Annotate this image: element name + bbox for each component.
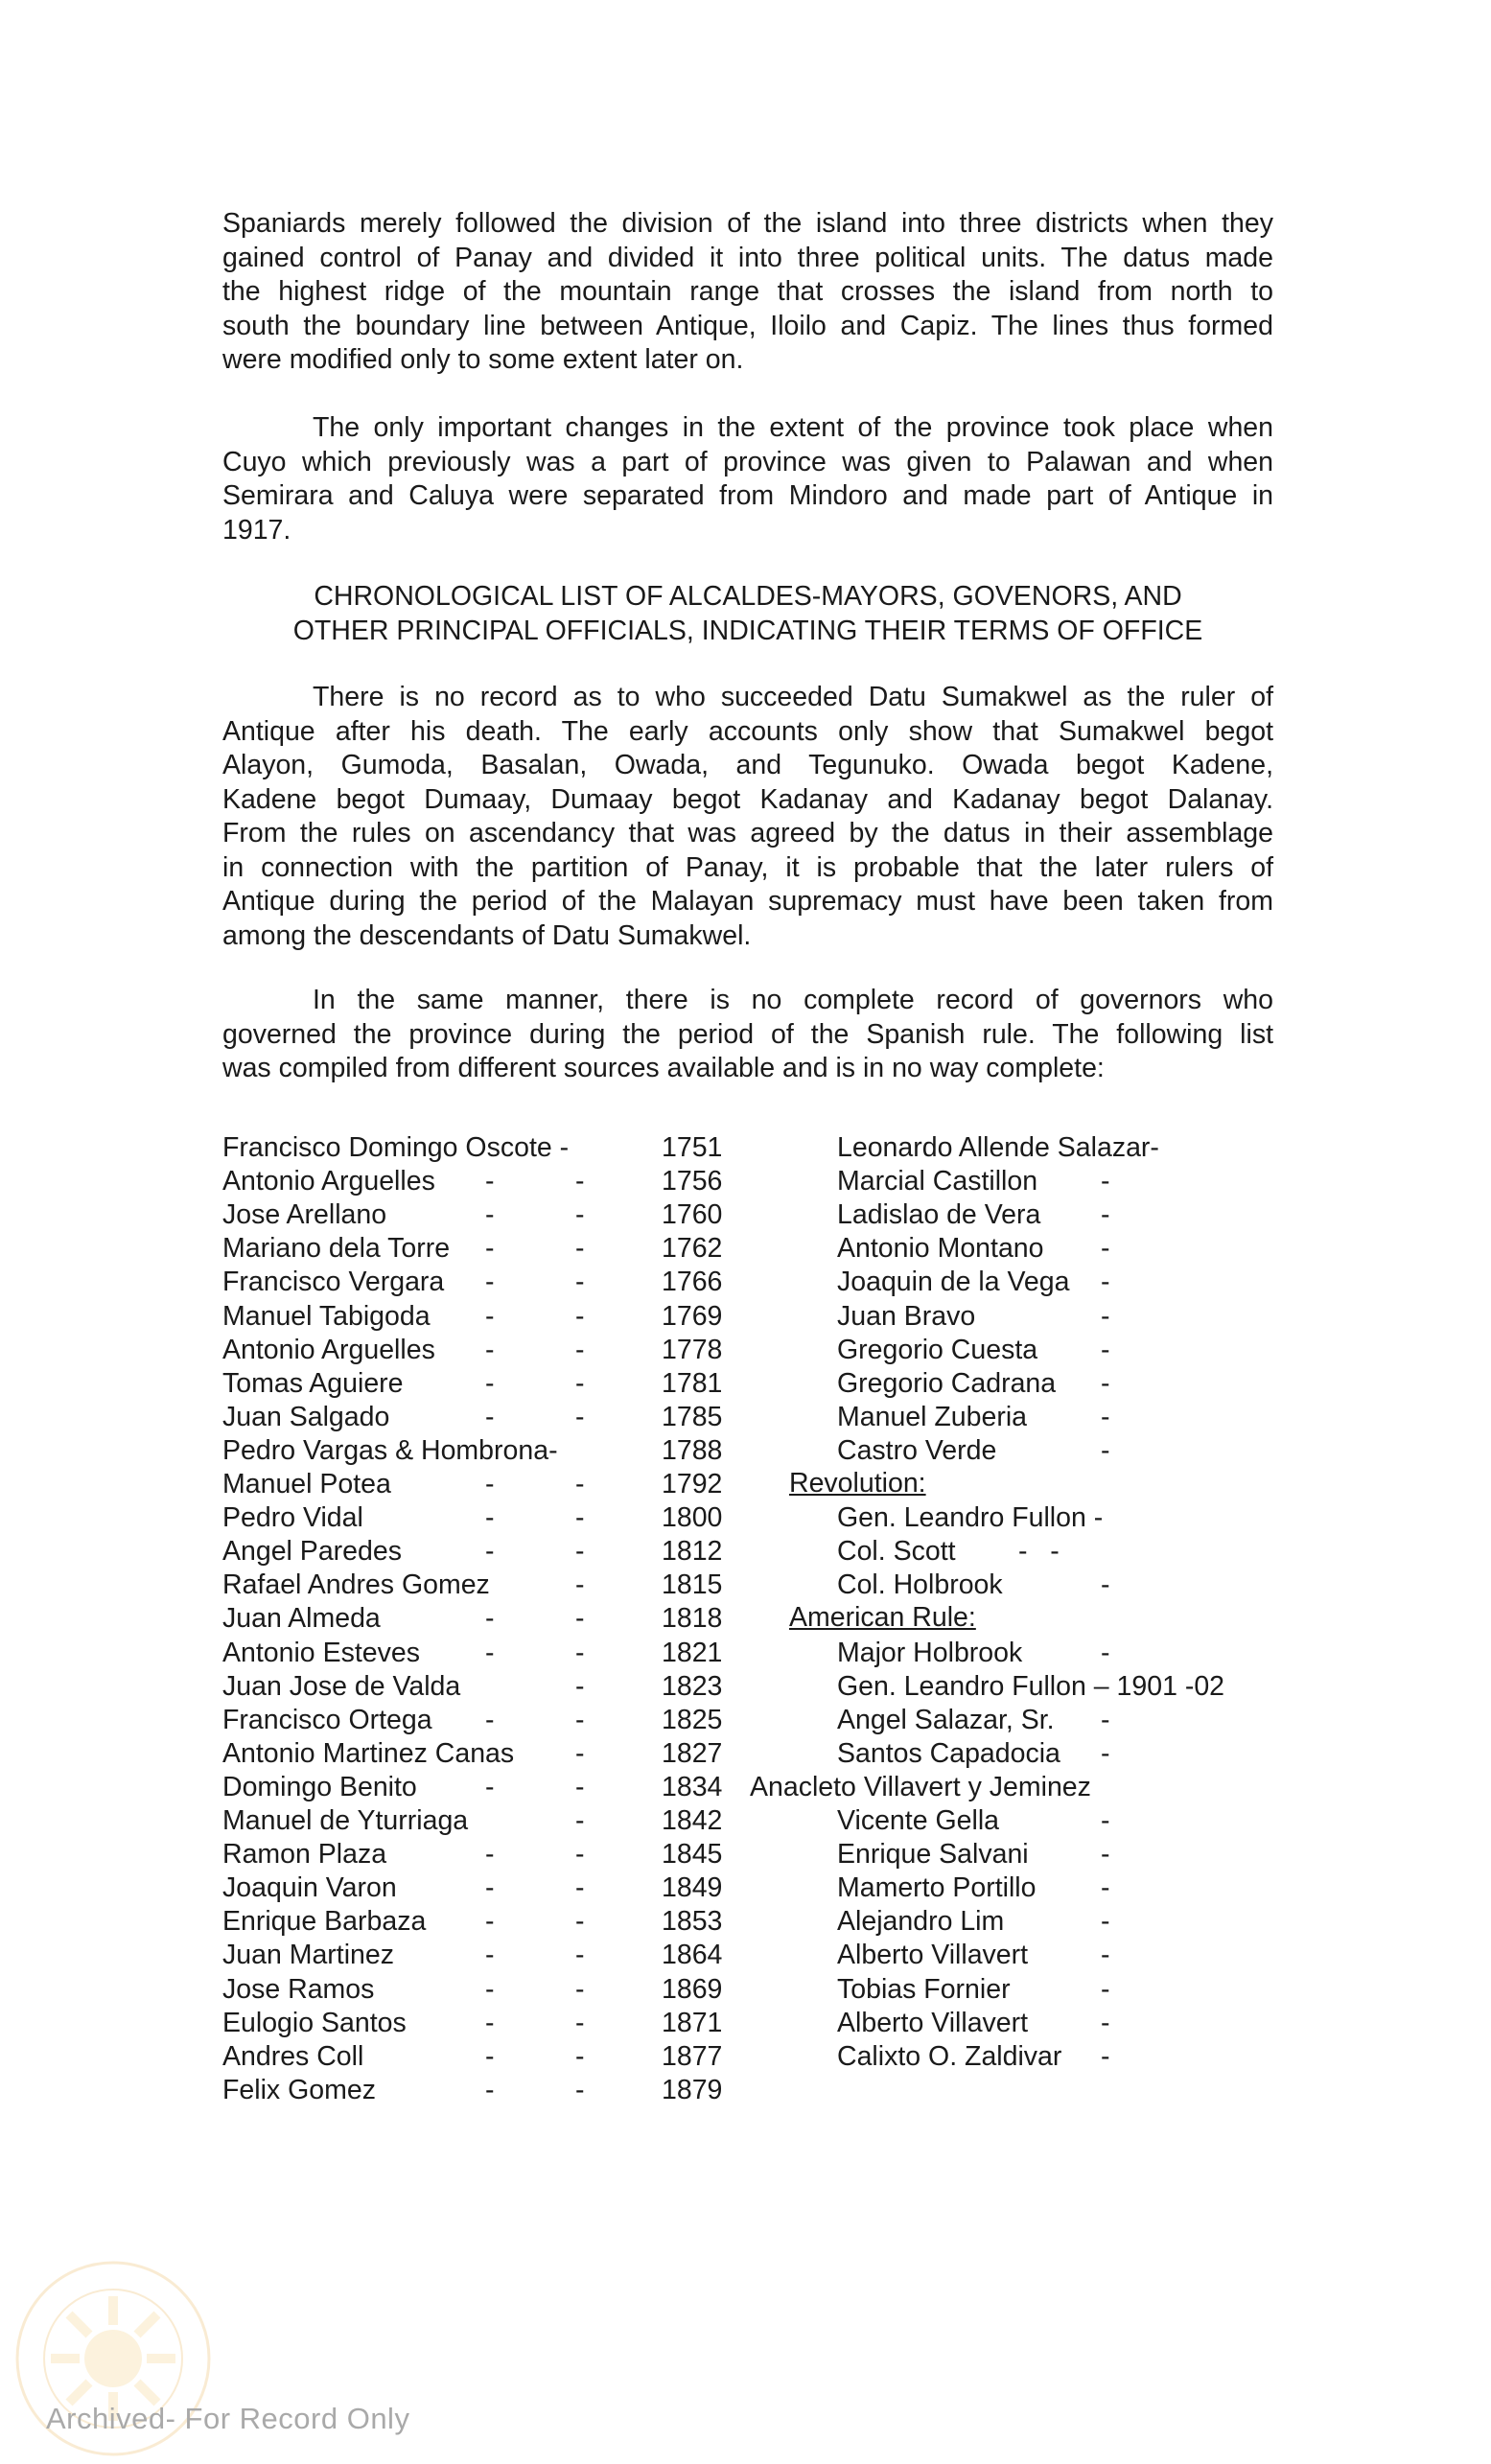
- dash: -: [1101, 1434, 1110, 1466]
- dash: -: [1101, 1973, 1110, 2005]
- dash: -: [485, 1872, 495, 1904]
- dash: -: [485, 2007, 495, 2038]
- term-year: 1818: [662, 1603, 723, 1635]
- term-year: 1778: [662, 1334, 723, 1365]
- dash: -: [575, 1233, 585, 1265]
- dash: -: [485, 1906, 495, 1938]
- official-name: Juan Salgado: [222, 1401, 390, 1432]
- dash: -: [1101, 1704, 1110, 1735]
- era-section-label: Revolution:: [789, 1468, 926, 1499]
- dash: -: [485, 1367, 495, 1399]
- dash: -: [575, 1300, 585, 1332]
- official-name: Francisco Vergara: [222, 1267, 445, 1298]
- dash: -: [1101, 1300, 1110, 1332]
- text-line: In the same manner, there is no complete record of governors who: [313, 985, 1273, 1015]
- official-name: Gen. Leandro Fullon -: [837, 1502, 1104, 1534]
- term-year: 1815: [662, 1569, 723, 1601]
- term-year: 1769: [662, 1300, 723, 1332]
- official-name: Antonio Arguelles: [222, 1166, 435, 1197]
- official-name: Juan Bravo: [837, 1300, 976, 1332]
- dash: -: [485, 1502, 495, 1534]
- text-line: the highest ridge of the mountain range that crosses the island from north to: [222, 276, 1273, 307]
- text-line: The only important changes in the extent of the province took place when: [313, 412, 1273, 443]
- term-year: 1762: [662, 1233, 723, 1265]
- text-line: gained control of Panay and divided it into three political units. The datus made: [222, 242, 1273, 273]
- official-name: Vicente Gella: [837, 1805, 999, 1836]
- official-name: Mariano dela Torre: [222, 1233, 451, 1265]
- dash: -: [575, 1973, 585, 2005]
- term-year: 1877: [662, 2040, 723, 2072]
- dash: -: [575, 1906, 585, 1938]
- term-year: 1827: [662, 1737, 723, 1769]
- text-line: were modified only to some extent later on.: [222, 344, 744, 375]
- dash: -: [1101, 1805, 1110, 1836]
- dash: -: [1101, 1166, 1110, 1197]
- dash: -: [1101, 1267, 1110, 1298]
- official-name: Alberto Villavert: [837, 1940, 1029, 1971]
- official-name: Angel Salazar, Sr.: [837, 1704, 1055, 1735]
- heading-line: OTHER PRINCIPAL OFFICIALS, INDICATING THEIR TERMS OF OFFICE: [292, 615, 1203, 646]
- term-year: 1871: [662, 2007, 723, 2038]
- official-name: Castro Verde: [837, 1434, 997, 1466]
- dash: -: [575, 1502, 585, 1534]
- dash: -: [485, 1704, 495, 1735]
- dash: -: [485, 1940, 495, 1971]
- dash: -: [1101, 1334, 1110, 1365]
- dash: -: [575, 1469, 585, 1499]
- dash: -: [575, 1267, 585, 1298]
- term-year: 1812: [662, 1536, 723, 1568]
- dash: -: [1101, 1839, 1110, 1871]
- text-line: in connection with the partition of Panay, it is probable that the later rulers of: [222, 851, 1273, 883]
- dash: -: [575, 1805, 585, 1836]
- dash: -: [1101, 1737, 1110, 1769]
- text-line: governed the province during the period of the Spanish rule. The following list: [222, 1018, 1273, 1050]
- dash: -: [1101, 2040, 1110, 2072]
- dash: -: [575, 1367, 585, 1399]
- term-year: 1842: [662, 1805, 723, 1836]
- official-name: Pedro Vargas & Hombrona-: [222, 1434, 558, 1466]
- dash: -: [485, 1199, 495, 1231]
- official-name: Antonio Esteves: [222, 1637, 420, 1668]
- text-line: There is no record as to who succeeded Datu Sumakwel as the ruler of: [313, 682, 1273, 712]
- dash: -: [575, 2040, 585, 2072]
- dash: -: [485, 1334, 495, 1365]
- official-name: Anacleto Villavert y Jeminez: [750, 1771, 1091, 1802]
- dash: -: [485, 1300, 495, 1332]
- dash: -: [485, 1973, 495, 2005]
- dash: -: [1101, 1637, 1110, 1668]
- text-line: was compiled from different sources available and is in no way complete:: [222, 1053, 1105, 1083]
- text-line: Cuyo which previously was a part of province was given to Palawan and when: [222, 446, 1273, 477]
- dash: -: [1101, 1233, 1110, 1265]
- dash: -: [575, 1670, 585, 1702]
- section-heading: [222, 580, 1273, 648]
- dash: -: [575, 1737, 585, 1769]
- official-name: Marcial Castillon: [837, 1166, 1038, 1197]
- dash: -: [485, 2074, 495, 2105]
- official-name: Antonio Martinez Canas: [222, 1737, 515, 1769]
- text-line: Spaniards merely followed the division of the island into three districts when they: [222, 208, 1273, 239]
- dash: -: [575, 2074, 585, 2105]
- term-year: 1853: [662, 1906, 723, 1938]
- official-name: Santos Capadocia: [837, 1737, 1060, 1769]
- official-name: Juan Jose de Valda: [222, 1670, 461, 1702]
- official-name: Andres Coll: [222, 2040, 364, 2072]
- term-year: 1834: [662, 1771, 723, 1802]
- dash: -: [575, 2007, 585, 2038]
- dash: -: [575, 1637, 585, 1668]
- official-name: Eulogio Santos: [222, 2007, 407, 2038]
- dash: -: [1101, 1199, 1110, 1231]
- era-section-label: American Rule:: [789, 1602, 976, 1634]
- dash: -: [485, 1637, 495, 1668]
- dash: -: [575, 1704, 585, 1735]
- text-line: south the boundary line between Antique, Iloilo and Capiz. The lines thus formed: [222, 310, 1273, 341]
- official-name: Francisco Ortega: [222, 1704, 432, 1735]
- term-year: 1869: [662, 1973, 723, 2005]
- dash: -: [485, 1536, 495, 1568]
- term-year: 1785: [662, 1401, 723, 1432]
- official-name: Manuel de Yturriaga: [222, 1805, 469, 1836]
- official-name: Felix Gomez: [222, 2074, 376, 2105]
- dash: -: [1101, 1906, 1110, 1938]
- official-name: Enrique Salvani: [837, 1839, 1029, 1871]
- official-name: Joaquin de la Vega: [837, 1267, 1070, 1298]
- term-year: 1821: [662, 1637, 723, 1668]
- term-year: 1845: [662, 1839, 723, 1871]
- dash: -: [575, 1401, 585, 1432]
- official-name: Mamerto Portillo: [837, 1872, 1037, 1904]
- dash: -: [1101, 2007, 1110, 2038]
- dash: -: [575, 1569, 585, 1601]
- official-name: Leonardo Allende Salazar-: [837, 1132, 1159, 1163]
- term-year: 1864: [662, 1940, 723, 1971]
- official-name: Manuel Zuberia: [837, 1401, 1028, 1432]
- official-name: Col. Scott: [837, 1536, 956, 1568]
- text-line: Antique during the period of the Malayan supremacy must have been taken from: [222, 886, 1273, 917]
- term-year: 1781: [662, 1367, 723, 1399]
- dash: -: [575, 1872, 585, 1904]
- heading-line: CHRONOLOGICAL LIST OF ALCALDES-MAYORS, GOVENORS, AND: [314, 581, 1182, 612]
- dash: -: [1101, 1872, 1110, 1904]
- official-name: Manuel Tabigoda: [222, 1300, 431, 1332]
- dash: -: [1101, 1401, 1110, 1432]
- text-line: Antique after his death. The early accounts only show that Sumakwel begot: [222, 715, 1273, 747]
- official-name: Ramon Plaza: [222, 1839, 387, 1871]
- dash: -: [575, 1334, 585, 1365]
- term-year: 1788: [662, 1434, 723, 1466]
- official-name: Pedro Vidal: [222, 1502, 363, 1534]
- official-name: Domingo Benito: [222, 1771, 417, 1802]
- archived-watermark-text: Archived- For Record Only: [46, 2402, 410, 2435]
- dash: -: [485, 1267, 495, 1298]
- dash: -: [485, 2040, 495, 2072]
- dash: -: [1101, 1367, 1110, 1399]
- official-name: Calixto O. Zaldivar: [837, 2040, 1062, 2072]
- official-name: Gregorio Cuesta: [837, 1334, 1038, 1365]
- dash: -: [1101, 1940, 1110, 1971]
- dash: -: [485, 1401, 495, 1432]
- dash: - -: [1018, 1536, 1060, 1568]
- term-year: 1760: [662, 1199, 723, 1231]
- official-name: Tobias Fornier: [837, 1973, 1011, 2005]
- official-name: Francisco Domingo Oscote -: [222, 1132, 570, 1163]
- official-name: Gen. Leandro Fullon – 1901 -02: [837, 1670, 1225, 1702]
- official-name: Jose Ramos: [222, 1973, 375, 2005]
- dash: -: [575, 1199, 585, 1231]
- official-name: Gregorio Cadrana: [837, 1367, 1057, 1399]
- official-name: Major Holbrook: [837, 1637, 1023, 1668]
- official-name: Col. Holbrook: [837, 1569, 1003, 1601]
- text-line: Semirara and Caluya were separated from Mindoro and made part of Antique in: [222, 480, 1273, 511]
- dash: -: [575, 1536, 585, 1568]
- text-line: 1917.: [222, 514, 291, 546]
- official-name: Angel Paredes: [222, 1536, 402, 1568]
- official-name: Jose Arellano: [222, 1199, 387, 1231]
- official-name: Juan Almeda: [222, 1603, 381, 1635]
- dash: -: [485, 1771, 495, 1802]
- dash: -: [575, 1771, 585, 1802]
- dash: -: [485, 1469, 495, 1499]
- paragraph-4: [222, 984, 1273, 1086]
- official-name: Rafael Andres Gomez: [222, 1569, 490, 1601]
- dash: -: [485, 1166, 495, 1197]
- text-line: From the rules on ascendancy that was agreed by the datus in their assemblage: [222, 818, 1273, 848]
- term-year: 1756: [662, 1166, 723, 1197]
- text-line: among the descendants of Datu Sumakwel.: [222, 919, 752, 951]
- term-year: 1825: [662, 1704, 723, 1735]
- dash: -: [485, 1233, 495, 1265]
- term-year: 1792: [662, 1469, 723, 1499]
- official-name: Manuel Potea: [222, 1469, 391, 1499]
- term-year: 1823: [662, 1670, 723, 1702]
- official-name: Enrique Barbaza: [222, 1906, 427, 1938]
- official-name: Juan Martinez: [222, 1940, 395, 1971]
- text-line: Alayon, Gumoda, Basalan, Owada, and Tegunuko. Owada begot Kadene,: [222, 750, 1273, 780]
- dash: -: [575, 1603, 585, 1635]
- dash: -: [1101, 1569, 1110, 1601]
- official-name: Ladislao de Vera: [837, 1199, 1041, 1231]
- official-name: Alejandro Lim: [837, 1906, 1005, 1938]
- term-year: 1800: [662, 1502, 723, 1534]
- term-year: 1849: [662, 1872, 723, 1904]
- official-name: Antonio Arguelles: [222, 1334, 435, 1365]
- official-name: Tomas Aguiere: [222, 1367, 404, 1399]
- dash: -: [575, 1839, 585, 1871]
- official-name: Alberto Villavert: [837, 2007, 1029, 2038]
- dash: -: [575, 1940, 585, 1971]
- official-name: Antonio Montano: [837, 1233, 1044, 1265]
- paragraph-2: [222, 411, 1273, 547]
- dash: -: [575, 1166, 585, 1197]
- dash: -: [485, 1603, 495, 1635]
- term-year: 1751: [662, 1132, 723, 1163]
- dash: -: [485, 1839, 495, 1871]
- paragraph-3: [222, 681, 1273, 953]
- term-year: 1879: [662, 2074, 723, 2105]
- paragraph-1: [222, 207, 1273, 378]
- term-year: 1766: [662, 1267, 723, 1298]
- text-line: Kadene begot Dumaay, Dumaay begot Kadanay and Kadanay begot Dalanay.: [222, 783, 1273, 815]
- official-name: Joaquin Varon: [222, 1872, 397, 1904]
